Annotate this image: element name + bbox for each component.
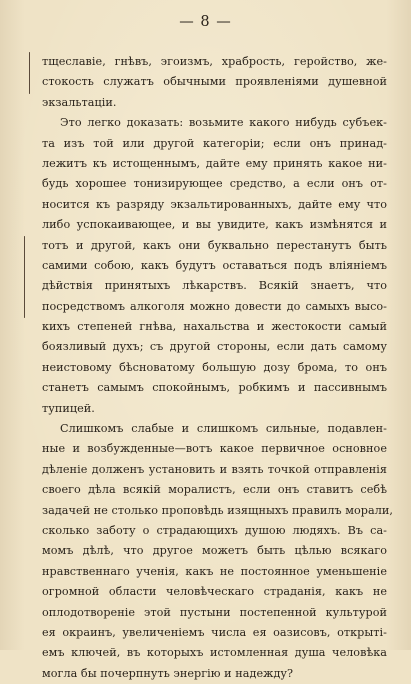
text-line: боязливый духъ; съ другой стороны, если дать самому [42,340,387,354]
text-line: ея окраинъ, увеличеніемъ числа ея оазисовъ, открыті- [42,625,387,639]
text-line: носится къ разряду экзальтированныхъ, дайте ему что [42,197,387,211]
text-line: нравственнаго ученія, какъ не постоянное уменьшеніе [42,564,387,578]
text-line: станетъ самымъ спокойнымъ, робкимъ и пассивнымъ [42,381,387,395]
text-line: дѣйствія принятыхъ лѣкарствъ. Всякій знаетъ, что [42,279,387,293]
text-line: могла бы почерпнуть энергію и надежду? [42,666,294,680]
text-line: либо успокаивающее, и вы увидите, какъ измѣнятся и [42,218,387,232]
text-line: сколько заботу о страдающихъ душою людяхъ. Въ са- [42,523,387,537]
text-line: Слишкомъ слабые и слишкомъ сильные, подавлен- [60,422,387,436]
text-line: та изъ той или другой категоріи; если онъ принад- [42,136,387,150]
text-line: своего дѣла всякій моралистъ, если онъ ставитъ себѣ [42,483,387,497]
text-line: ные и возбужденные—вотъ какое первичное основное [42,442,387,456]
text-line: емъ ключей, въ которыхъ истомленная душа человѣка [42,646,387,660]
text-line: момъ дѣлѣ, что другое можетъ быть цѣлью всякаго [42,544,387,558]
paragraph-1 [42,52,387,113]
margin-pencil-mark [24,236,25,318]
text-line: будь хорошее тонизирующее средство, а если онъ от- [42,177,387,191]
text-line: самими собою, какъ будутъ оставаться подъ вліяніемъ [42,258,387,272]
text-line: неистовому бѣсноватому большую дозу брома, то онъ [42,360,387,374]
margin-pencil-mark [29,52,30,94]
body-text [42,52,394,684]
text-line: посредствомъ алкоголя можно довести до самыхъ высо- [42,299,387,313]
paragraph-2 [42,113,387,419]
page-number: — 8 — [179,14,232,30]
text-line: стокость служатъ обычными проявленіями душевной [42,75,387,89]
text-line: лежитъ къ истощеннымъ, дайте ему принять какое ни- [42,156,387,170]
text-line: кихъ степеней гнѣва, нахальства и жестокости самый [42,320,387,334]
text-line: огромной области человѣческаго страданія, какъ не [42,585,387,599]
text-line: тщеславіе, гнѣвъ, эгоизмъ, храбрость, геройство, же- [42,55,387,68]
text-line: задачей не столько проповѣдь изящныхъ правилъ морали, [42,503,394,517]
text-line: тотъ и другой, какъ они буквально перестанутъ быть [42,238,387,252]
paragraph-3 [42,419,394,684]
text-line: дѣленіе долженъ установить и взять точкой отправленія [42,462,387,476]
text-line: экзальтаціи. [42,95,117,109]
text-line: Это легко доказать: возьмите какого нибудь субъек- [60,116,387,130]
text-line: тупицей. [42,401,95,415]
text-line: оплодотвореніе этой пустыни постепенной культурой [42,605,387,619]
